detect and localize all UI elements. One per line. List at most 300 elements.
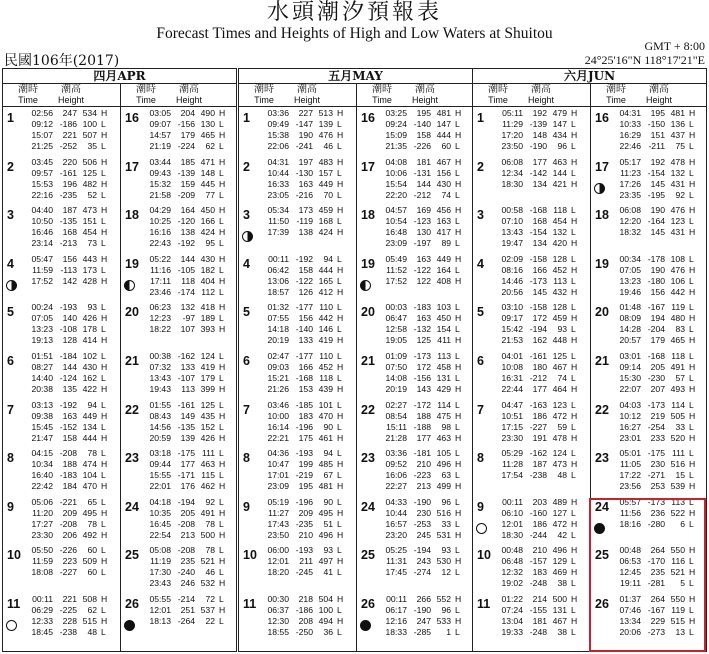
tide-time: 17:26 bbox=[619, 178, 641, 189]
tide-type: H bbox=[337, 594, 344, 604]
tide-entry bbox=[29, 157, 111, 168]
tide-type: H bbox=[101, 616, 108, 626]
tide-entry bbox=[265, 362, 347, 373]
tide-type: H bbox=[571, 108, 578, 118]
tide-type: H bbox=[337, 384, 344, 394]
tide-entry bbox=[383, 459, 465, 470]
tide-height-alt: 125 bbox=[82, 167, 97, 178]
day-number: 5 bbox=[7, 305, 14, 320]
tide-height-alt: 449 bbox=[318, 178, 333, 189]
tide-height-cm: -213 bbox=[59, 238, 77, 249]
day-block bbox=[121, 301, 238, 347]
tide-type: H bbox=[101, 529, 108, 540]
tide-time: 05:11 bbox=[502, 108, 523, 118]
tide-time: 05:55 bbox=[149, 594, 171, 604]
tide-entry bbox=[147, 578, 229, 589]
tide-time: 13:23 bbox=[619, 275, 641, 286]
tide-time: 18:13 bbox=[149, 616, 171, 626]
tide-height-alt: 74 bbox=[557, 373, 567, 383]
tide-height-cm: -186 bbox=[59, 119, 77, 129]
tide-height-alt: 125 bbox=[200, 399, 215, 410]
tide-type: H bbox=[101, 130, 108, 140]
first-quarter-moon-icon bbox=[6, 280, 17, 291]
tide-height-cm: 247 bbox=[62, 108, 77, 118]
tide-time: 17:15 bbox=[501, 421, 523, 432]
tide-type: H bbox=[101, 432, 108, 443]
tide-type: L bbox=[689, 627, 694, 637]
day-block bbox=[591, 496, 708, 542]
tide-entry bbox=[383, 108, 465, 119]
tide-type: L bbox=[101, 238, 106, 249]
tide-type: L bbox=[689, 275, 694, 286]
tide-height-cm: 177 bbox=[532, 384, 547, 394]
tide-type: H bbox=[571, 313, 578, 324]
tide-type: L bbox=[455, 545, 460, 556]
tide-entry bbox=[499, 373, 581, 384]
tide-time: 02:27 bbox=[385, 399, 407, 410]
tide-type: L bbox=[455, 302, 460, 313]
tide-type: L bbox=[337, 275, 342, 286]
tide-time: 02:09 bbox=[501, 253, 523, 264]
tide-type: H bbox=[455, 108, 462, 118]
tide-time: 04:36 bbox=[267, 448, 289, 459]
tide-entry bbox=[147, 433, 229, 444]
tide-type: H bbox=[455, 253, 462, 264]
day-number: 6 bbox=[7, 354, 14, 368]
tide-height-alt: 128 bbox=[552, 253, 567, 264]
tide-type: H bbox=[337, 156, 344, 167]
tide-height-alt: 165 bbox=[318, 275, 333, 286]
tide-type: H bbox=[101, 556, 108, 567]
tide-entry bbox=[383, 545, 465, 556]
tide-type: H bbox=[337, 205, 344, 216]
day-number: 16 bbox=[361, 111, 375, 125]
tide-time: 03:36 bbox=[267, 108, 289, 118]
tide-entry bbox=[147, 168, 229, 179]
tide-time: 16:14 bbox=[267, 421, 289, 432]
tide-height-alt: 473 bbox=[552, 459, 567, 470]
tide-height-cm: -281 bbox=[647, 578, 665, 589]
tide-height-alt: 500 bbox=[552, 594, 567, 604]
tide-height-alt: 163 bbox=[436, 216, 451, 227]
tide-type: L bbox=[455, 605, 460, 615]
tide-entry bbox=[499, 179, 581, 190]
tide-type: L bbox=[101, 189, 106, 200]
day-block bbox=[357, 301, 474, 347]
tide-time: 21:25 bbox=[31, 141, 53, 151]
tide-height-cm: 210 bbox=[416, 459, 431, 470]
tide-time: 13:06 bbox=[267, 275, 289, 286]
tide-height-cm: -248 bbox=[529, 627, 547, 637]
tide-entry bbox=[265, 179, 347, 190]
day-number: 9 bbox=[477, 499, 484, 514]
tide-height-alt: 475 bbox=[436, 410, 451, 421]
tide-height-cm: 107 bbox=[180, 324, 195, 335]
tide-entry bbox=[383, 216, 465, 227]
tide-height-alt: 113 bbox=[437, 351, 451, 361]
tide-height-alt: 156 bbox=[436, 167, 451, 178]
day-block bbox=[357, 447, 474, 493]
day-block bbox=[357, 496, 474, 542]
tide-time: 10:35 bbox=[149, 507, 171, 518]
tide-type: L bbox=[689, 421, 694, 432]
tide-entry bbox=[617, 605, 699, 616]
tide-height-alt: 70 bbox=[323, 189, 333, 200]
tide-type: H bbox=[689, 156, 696, 167]
tide-height-cm: 247 bbox=[416, 616, 431, 626]
tide-entry bbox=[499, 556, 581, 567]
tide-height-alt: 419 bbox=[318, 335, 333, 346]
tide-height-alt: 435 bbox=[200, 410, 215, 421]
tide-height-cm: 168 bbox=[532, 216, 547, 227]
tide-entry bbox=[147, 238, 229, 249]
day-block bbox=[121, 593, 238, 639]
tide-type: L bbox=[689, 189, 694, 200]
tide-height-alt: 78 bbox=[87, 448, 97, 459]
tide-time: 11:56 bbox=[620, 507, 641, 518]
tide-height-alt: 110 bbox=[319, 351, 333, 361]
tide-height-alt: 495 bbox=[318, 507, 333, 518]
tide-entry bbox=[383, 157, 465, 168]
tide-height-cm: 235 bbox=[650, 567, 665, 578]
tide-type: H bbox=[455, 313, 462, 324]
tide-entry bbox=[29, 627, 111, 638]
tide-entry bbox=[499, 276, 581, 287]
tide-time: 06:00 bbox=[267, 545, 289, 556]
tide-entry bbox=[147, 157, 229, 168]
tide-entry bbox=[499, 448, 581, 459]
tide-height-cm: -192 bbox=[295, 253, 313, 264]
tide-time: 06:08 bbox=[619, 205, 641, 216]
tide-type: H bbox=[689, 205, 696, 216]
tide-type: L bbox=[337, 567, 342, 578]
tide-height-alt: 461 bbox=[318, 432, 333, 443]
tide-time: 07:10 bbox=[501, 216, 523, 227]
day-number: 18 bbox=[125, 208, 139, 223]
tide-type: H bbox=[455, 156, 462, 167]
tide-type: L bbox=[337, 351, 342, 361]
tide-time: 06:47 bbox=[385, 313, 407, 324]
tide-entry bbox=[265, 605, 347, 616]
page-title-english: Forecast Times and Heights of High and Low Waters at Shuitou bbox=[156, 25, 553, 42]
tide-height-alt: 179 bbox=[200, 373, 215, 383]
day-block bbox=[591, 107, 708, 153]
tide-time: 22:43 bbox=[149, 238, 171, 249]
tide-time: 04:31 bbox=[619, 108, 641, 118]
tide-time: 03:25 bbox=[385, 108, 407, 118]
tide-height-cm: 122 bbox=[416, 275, 431, 286]
tide-time: 06:29 bbox=[31, 605, 53, 615]
tide-height-alt: 467 bbox=[552, 362, 567, 372]
tide-height-alt: 434 bbox=[552, 130, 567, 140]
tide-time: 15:54 bbox=[385, 178, 407, 189]
tide-type: H bbox=[101, 335, 108, 346]
tide-height-alt: 430 bbox=[200, 253, 215, 264]
tide-height-alt: 408 bbox=[436, 275, 451, 286]
time-header: 潮時 Time bbox=[18, 84, 38, 105]
tide-type: L bbox=[689, 578, 694, 589]
day-number: 21 bbox=[361, 354, 375, 368]
tide-height-alt: 102 bbox=[82, 351, 97, 361]
tide-type: H bbox=[219, 253, 226, 264]
tide-time: 18:16 bbox=[619, 518, 641, 529]
tide-type: L bbox=[455, 238, 460, 249]
tide-height-cm: -181 bbox=[413, 448, 431, 459]
tide-height-alt: 499 bbox=[436, 481, 451, 492]
tide-type: L bbox=[571, 205, 576, 216]
tide-height-alt: 119 bbox=[671, 302, 685, 313]
tide-height-alt: 52 bbox=[87, 189, 97, 200]
tide-type: H bbox=[101, 253, 108, 264]
tide-time: 20:19 bbox=[385, 384, 407, 394]
tide-type: L bbox=[101, 545, 106, 556]
tide-entry bbox=[29, 108, 111, 119]
tide-type: H bbox=[337, 264, 344, 275]
tide-height-cm: -193 bbox=[59, 302, 77, 313]
tide-entry bbox=[265, 384, 347, 395]
day-number: 21 bbox=[595, 354, 609, 368]
tide-entry bbox=[499, 362, 581, 373]
tide-height-alt: 504 bbox=[318, 594, 333, 604]
day-block bbox=[239, 253, 356, 299]
tide-time: 23:05 bbox=[267, 189, 289, 200]
tide-height-cm: -154 bbox=[647, 167, 665, 178]
tide-time: 17:52 bbox=[385, 275, 407, 286]
tide-height-cm: 128 bbox=[62, 335, 77, 346]
tide-type: H bbox=[101, 481, 108, 492]
tide-time: 21:26 bbox=[267, 384, 289, 394]
tide-height-alt: 467 bbox=[436, 156, 451, 167]
tide-type: L bbox=[101, 421, 106, 432]
tide-height-alt: 118 bbox=[319, 373, 333, 383]
tide-type: L bbox=[337, 518, 342, 529]
tide-height-cm: -173 bbox=[413, 351, 431, 361]
tide-time: 12:01 bbox=[501, 518, 523, 529]
tide-time: 04:03 bbox=[619, 399, 641, 410]
tide-time: 07:24 bbox=[501, 605, 523, 615]
tide-height-cm: -223 bbox=[413, 470, 431, 481]
day-number: 24 bbox=[125, 499, 139, 514]
tide-type: L bbox=[571, 421, 576, 432]
tide-time: 01:09 bbox=[385, 351, 407, 361]
tide-entry bbox=[617, 119, 699, 130]
column-header bbox=[3, 84, 120, 106]
tide-type: H bbox=[101, 156, 108, 167]
tide-height-alt: 491 bbox=[200, 507, 215, 518]
tide-height-cm: -167 bbox=[647, 605, 665, 615]
day-block bbox=[473, 447, 590, 493]
tide-type: L bbox=[689, 324, 694, 335]
tide-entry bbox=[147, 254, 229, 265]
tide-type: H bbox=[219, 459, 226, 470]
tide-height-cm: -108 bbox=[59, 324, 77, 335]
tide-height-cm: -211 bbox=[648, 141, 665, 151]
tide-time: 12:01 bbox=[267, 556, 289, 567]
tide-entry bbox=[147, 530, 229, 541]
tide-entry bbox=[499, 157, 581, 168]
tide-type: L bbox=[219, 119, 224, 129]
tide-height-alt: 154 bbox=[436, 324, 451, 335]
tide-time: 19:13 bbox=[31, 335, 53, 346]
tide-height-alt: 108 bbox=[670, 253, 685, 264]
tide-type: L bbox=[101, 399, 106, 410]
tide-height-alt: 134 bbox=[82, 421, 97, 432]
tide-entry bbox=[383, 448, 465, 459]
tide-height-cm: 187 bbox=[532, 459, 547, 470]
tide-entry bbox=[499, 627, 581, 638]
tide-height-alt: 473 bbox=[82, 205, 97, 216]
tide-height-cm: 190 bbox=[650, 264, 665, 275]
tide-entry bbox=[617, 362, 699, 373]
tide-entry bbox=[499, 411, 581, 422]
tide-entry bbox=[617, 470, 699, 481]
tide-entry bbox=[383, 373, 465, 384]
tide-height-cm: -122 bbox=[295, 275, 313, 286]
tide-height-alt: 465 bbox=[670, 335, 685, 346]
tide-height-alt: 1 bbox=[446, 627, 451, 637]
tide-entry bbox=[617, 481, 699, 492]
tide-type: L bbox=[101, 302, 106, 313]
tide-height-alt: 162 bbox=[82, 373, 97, 383]
tide-type: H bbox=[219, 384, 226, 394]
tide-height-alt: 515 bbox=[82, 616, 97, 626]
day-number: 24 bbox=[595, 499, 609, 514]
tide-height-cm: -162 bbox=[177, 351, 195, 361]
tide-time: 23:09 bbox=[267, 481, 289, 492]
tide-type: L bbox=[571, 119, 576, 129]
day-block bbox=[239, 301, 356, 347]
tide-height-alt: 60 bbox=[87, 545, 97, 556]
tide-entry bbox=[265, 351, 347, 362]
tide-time: 23:35 bbox=[619, 189, 641, 200]
tide-height-alt: 139 bbox=[318, 119, 333, 129]
tide-time: 01:51 bbox=[31, 351, 53, 361]
day-block bbox=[239, 156, 356, 202]
tide-time: 12:45 bbox=[619, 567, 641, 578]
tide-height-cm: -175 bbox=[177, 448, 195, 459]
tide-height-cm: 233 bbox=[650, 432, 665, 443]
tide-entry bbox=[147, 227, 229, 238]
tide-time: 21:28 bbox=[385, 432, 407, 443]
tide-height-cm: 190 bbox=[650, 205, 665, 216]
tide-height-alt: 472 bbox=[552, 518, 567, 529]
tide-entry bbox=[383, 302, 465, 313]
tide-height-alt: 422 bbox=[82, 384, 97, 394]
tide-height-cm: -135 bbox=[177, 421, 195, 432]
tide-entry bbox=[29, 519, 111, 530]
tide-entry bbox=[499, 384, 581, 395]
tide-entry bbox=[499, 605, 581, 616]
day-number: 11 bbox=[477, 597, 491, 611]
tide-type: L bbox=[337, 324, 342, 335]
tide-height-alt: 481 bbox=[318, 481, 333, 492]
tide-entry bbox=[617, 351, 699, 362]
tide-height-alt: 445 bbox=[200, 178, 215, 189]
tide-entry bbox=[265, 508, 347, 519]
tide-type: H bbox=[455, 481, 462, 492]
tide-entry bbox=[383, 384, 465, 395]
month-title: 五月MAY bbox=[239, 69, 472, 84]
tide-time: 12:16 bbox=[385, 616, 407, 626]
tide-height-alt: 12 bbox=[441, 567, 451, 578]
tide-type: L bbox=[571, 529, 576, 540]
tide-height-cm: -158 bbox=[529, 253, 547, 264]
tide-height-alt: 496 bbox=[436, 459, 451, 470]
tide-entry bbox=[147, 287, 229, 298]
tide-time: 19:47 bbox=[501, 238, 523, 249]
tide-time: 10:47 bbox=[267, 459, 289, 470]
day-block bbox=[591, 350, 708, 396]
tide-height-cm: 228 bbox=[62, 616, 77, 626]
tide-height-cm: 203 bbox=[532, 496, 547, 507]
tide-type: H bbox=[219, 578, 226, 589]
tide-height-cm: -140 bbox=[413, 119, 431, 129]
tide-height-cm: -162 bbox=[529, 448, 547, 459]
tide-entry bbox=[617, 567, 699, 578]
tide-entry bbox=[617, 157, 699, 168]
tide-height-cm: -186 bbox=[295, 605, 313, 615]
tide-height-alt: 60 bbox=[441, 141, 451, 151]
tide-height-cm: 195 bbox=[650, 108, 665, 118]
timezone-label: GMT + 8:00 bbox=[644, 39, 705, 53]
tide-height-cm: -170 bbox=[647, 556, 665, 567]
tide-height-alt: 463 bbox=[436, 432, 451, 443]
tide-height-alt: 505 bbox=[670, 410, 685, 421]
tide-type: L bbox=[689, 373, 694, 383]
tide-type: L bbox=[219, 141, 224, 151]
tide-height-cm: -147 bbox=[295, 119, 313, 129]
tide-entry bbox=[499, 519, 581, 530]
tide-time: 07:46 bbox=[619, 605, 641, 615]
tide-type: L bbox=[571, 351, 576, 361]
tide-time: 13:43 bbox=[149, 373, 171, 383]
tide-height-alt: 448 bbox=[552, 335, 567, 346]
tide-height-cm: 192 bbox=[532, 108, 547, 118]
tide-time: 14:40 bbox=[31, 373, 53, 383]
tide-type: H bbox=[219, 362, 226, 372]
tide-height-cm: -163 bbox=[529, 399, 547, 410]
tide-height-cm: -150 bbox=[647, 119, 665, 129]
tide-height-alt: 431 bbox=[670, 227, 685, 238]
tide-entry bbox=[499, 287, 581, 298]
day-block bbox=[3, 593, 120, 639]
tide-type: H bbox=[337, 481, 344, 492]
tide-height-cm: -173 bbox=[529, 275, 547, 286]
tide-height-alt: 13 bbox=[675, 627, 685, 637]
tide-entry bbox=[383, 276, 465, 287]
tide-time: 16:40 bbox=[31, 470, 53, 481]
tide-type: L bbox=[219, 286, 224, 297]
tide-entry bbox=[147, 373, 229, 384]
tide-height-alt: 465 bbox=[200, 130, 215, 140]
tide-height-alt: 125 bbox=[552, 351, 567, 361]
tide-time: 11:59 bbox=[32, 264, 53, 275]
tide-type: H bbox=[101, 507, 108, 518]
tide-height-alt: 78 bbox=[205, 545, 215, 556]
tide-height-cm: 163 bbox=[416, 313, 431, 324]
tide-height-alt: 94 bbox=[87, 399, 97, 410]
tide-height-alt: 127 bbox=[552, 507, 567, 518]
tide-entry bbox=[499, 497, 581, 508]
tide-height-alt: 42 bbox=[557, 529, 567, 540]
tide-height-alt: 459 bbox=[318, 205, 333, 216]
height-header: 潮高 Height bbox=[57, 84, 84, 105]
tide-height-alt: 182 bbox=[200, 264, 215, 275]
day-number: 26 bbox=[361, 597, 375, 611]
day-number: 20 bbox=[361, 305, 375, 320]
tide-height-alt: 550 bbox=[670, 545, 685, 556]
tide-type: L bbox=[455, 399, 460, 410]
